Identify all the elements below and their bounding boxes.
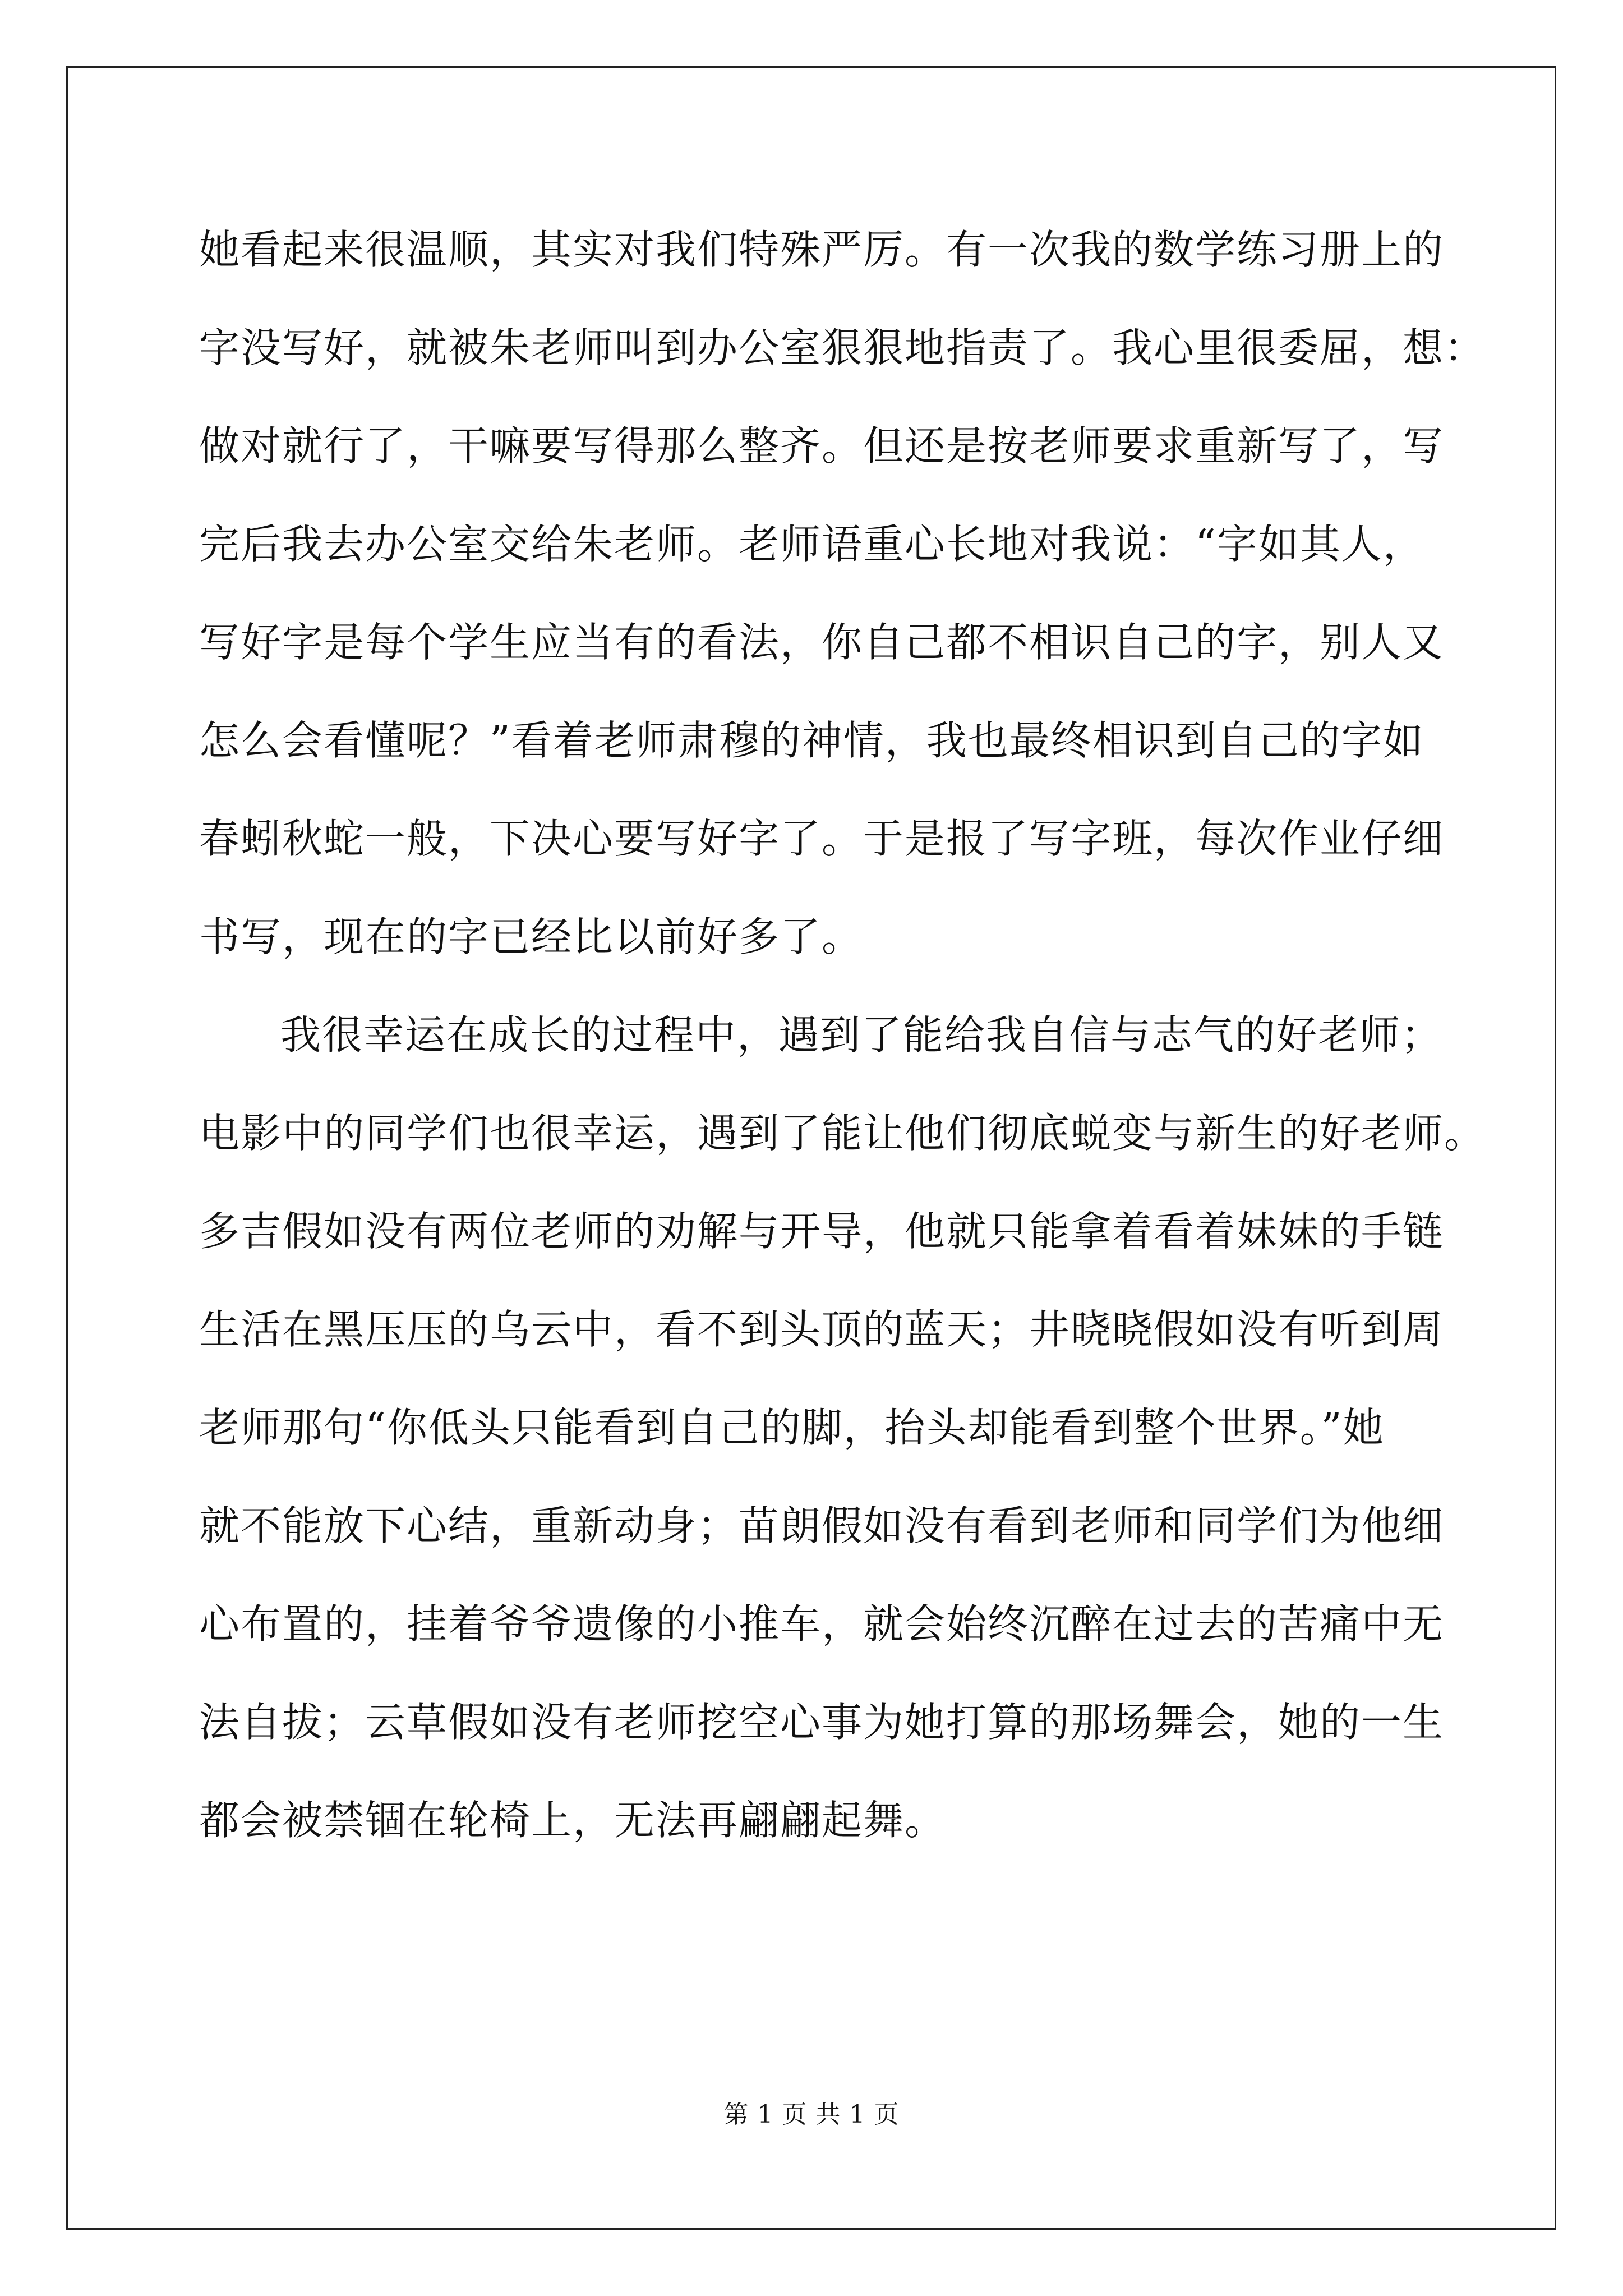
text-line: 法自拔；云草假如没有老师挖空心事为她打算的那场舞会，她的一生	[199, 1699, 1445, 1746]
text-line: 春蚓秋蛇一般，下决心要写好字了。于是报了写字班，每次作业仔细	[199, 815, 1445, 862]
text-line: 生活在黑压压的乌云中，看不到头顶的蓝天；井晓晓假如没有听到周	[199, 1306, 1445, 1353]
paragraph-start-line: 我很幸运在成长的过程中，遇到了能给我自信与志气的好老师；	[280, 1011, 1443, 1059]
text-line: 就不能放下心结，重新动身；苗朗假如没有看到老师和同学们为他细	[199, 1502, 1445, 1549]
text-line: 多吉假如没有两位老师的劝解与开导，他就只能拿着看着妹妹的手链	[199, 1208, 1445, 1255]
text-line: 老师那句“你低头只能看到自己的脚，抬头却能看到整个世界。”她	[199, 1404, 1385, 1451]
text-line: 电影中的同学们也很幸运，遇到了能让他们彻底蜕变与新生的好老师。	[199, 1110, 1486, 1157]
text-line: 怎么会看懂呢？”看着老师肃穆的神情，我也最终相识到自己的字如	[199, 717, 1424, 764]
text-line: 都会被禁锢在轮椅上，无法再翩翩起舞。	[199, 1797, 947, 1844]
text-line: 字没写好，就被朱老师叫到办公室狠狠地指责了。我心里很委屈，想：	[199, 324, 1486, 371]
text-line: 写好字是每个学生应当有的看法，你自己都不相识自己的字，别人又	[199, 619, 1445, 666]
text-line: 她看起来很温顺，其实对我们特殊严厉。有一次我的数学练习册上的	[199, 226, 1445, 273]
page-footer: 第 1 页 共 1 页	[723, 2100, 900, 2129]
text-line: 书写，现在的字已经比以前好多了。	[199, 913, 864, 960]
text-line: 完后我去办公室交给朱老师。老师语重心长地对我说：“字如其人，	[199, 521, 1424, 568]
text-line: 做对就行了，干嘛要写得那么整齐。但还是按老师要求重新写了，写	[199, 422, 1445, 470]
text-line: 心布置的，挂着爷爷遗像的小推车，就会始终沉醉在过去的苦痛中无	[199, 1600, 1445, 1648]
